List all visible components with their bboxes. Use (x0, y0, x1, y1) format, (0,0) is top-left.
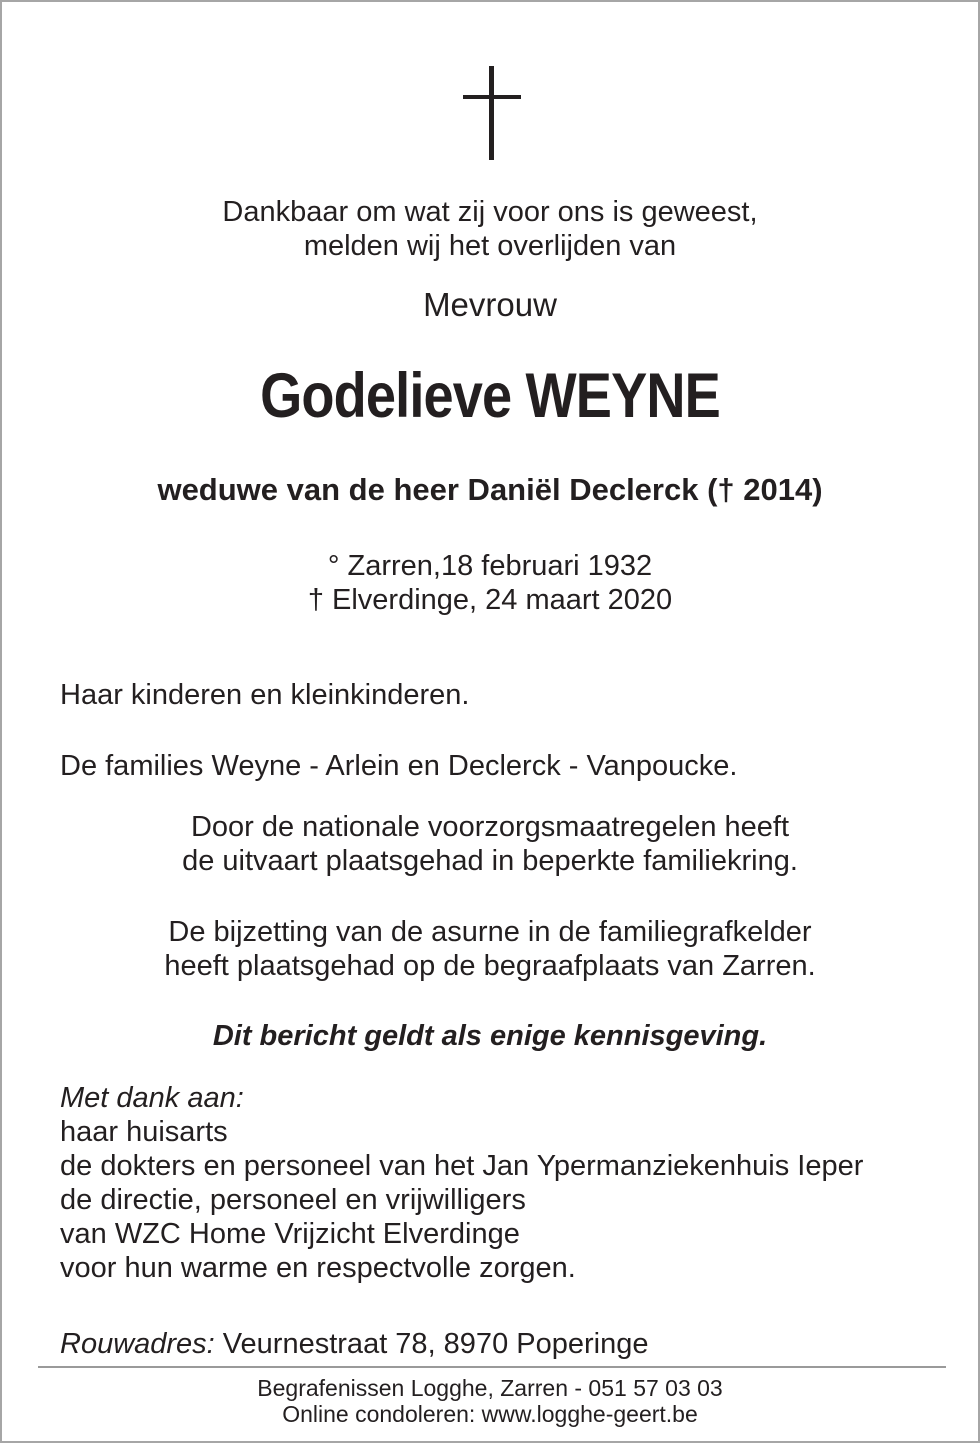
cross-icon (463, 66, 521, 160)
online-condolence: Online condoleren: www.logghe-geert.be (282, 1401, 698, 1427)
thanks-line: voor hun warme en respectvolle zorgen. (60, 1252, 576, 1284)
thanks-line: haar huisarts (60, 1116, 228, 1148)
death-date: † Elverdinge, 24 maart 2020 (307, 584, 673, 616)
thanks-section (60, 1081, 863, 1285)
measures-line-2: de uitvaart plaatsgehad in beperkte familiekring. (182, 845, 798, 877)
thanks-line: de dokters en personeel van het Jan Ypermanziekenhuis Ieper (60, 1150, 864, 1182)
birth-date: ° Zarren,18 februari 1932 (327, 550, 653, 582)
burial-line-1: De bijzetting van de asurne in de familiegrafkelder (168, 916, 812, 948)
intro-line-1: Dankbaar om wat zij voor ons is geweest, (222, 196, 758, 228)
burial-line-2: heeft plaatsgehad op de begraafplaats van Zarren. (164, 950, 816, 982)
thanks-line: de directie, personeel en vrijwilligers (60, 1184, 526, 1216)
footer (2, 1375, 978, 1427)
children-line: Haar kinderen en kleinkinderen. (60, 679, 470, 711)
burial-text (2, 915, 978, 983)
families-line: De families Weyne - Arlein en Declerck - Vanpoucke. (60, 750, 738, 782)
footer-divider (38, 1366, 946, 1368)
measures-text (2, 810, 978, 878)
honorific: Mevrouw (423, 286, 557, 323)
deceased-name: Godelieve WEYNE (260, 361, 720, 431)
intro-text (2, 195, 978, 263)
widow-of: weduwe van de heer Daniël Declerck († 2014) (157, 472, 823, 507)
intro-line-2: melden wij het overlijden van (303, 230, 677, 262)
address-value: Veurnestraat 78, 8970 Poperinge (214, 1328, 649, 1360)
thanks-label: Met dank aan: (60, 1082, 244, 1114)
mourning-address (60, 1327, 648, 1361)
thanks-line: van WZC Home Vrijzicht Elverdinge (60, 1218, 520, 1250)
notice-line: Dit bericht geldt als enige kennisgeving. (212, 1020, 768, 1052)
funeral-home: Begrafenissen Logghe, Zarren - 051 57 03 03 (257, 1375, 723, 1401)
life-dates (2, 549, 978, 617)
measures-line-1: Door de nationale voorzorgsmaatregelen heeft (190, 811, 790, 843)
address-label: Rouwadres: (60, 1328, 215, 1360)
